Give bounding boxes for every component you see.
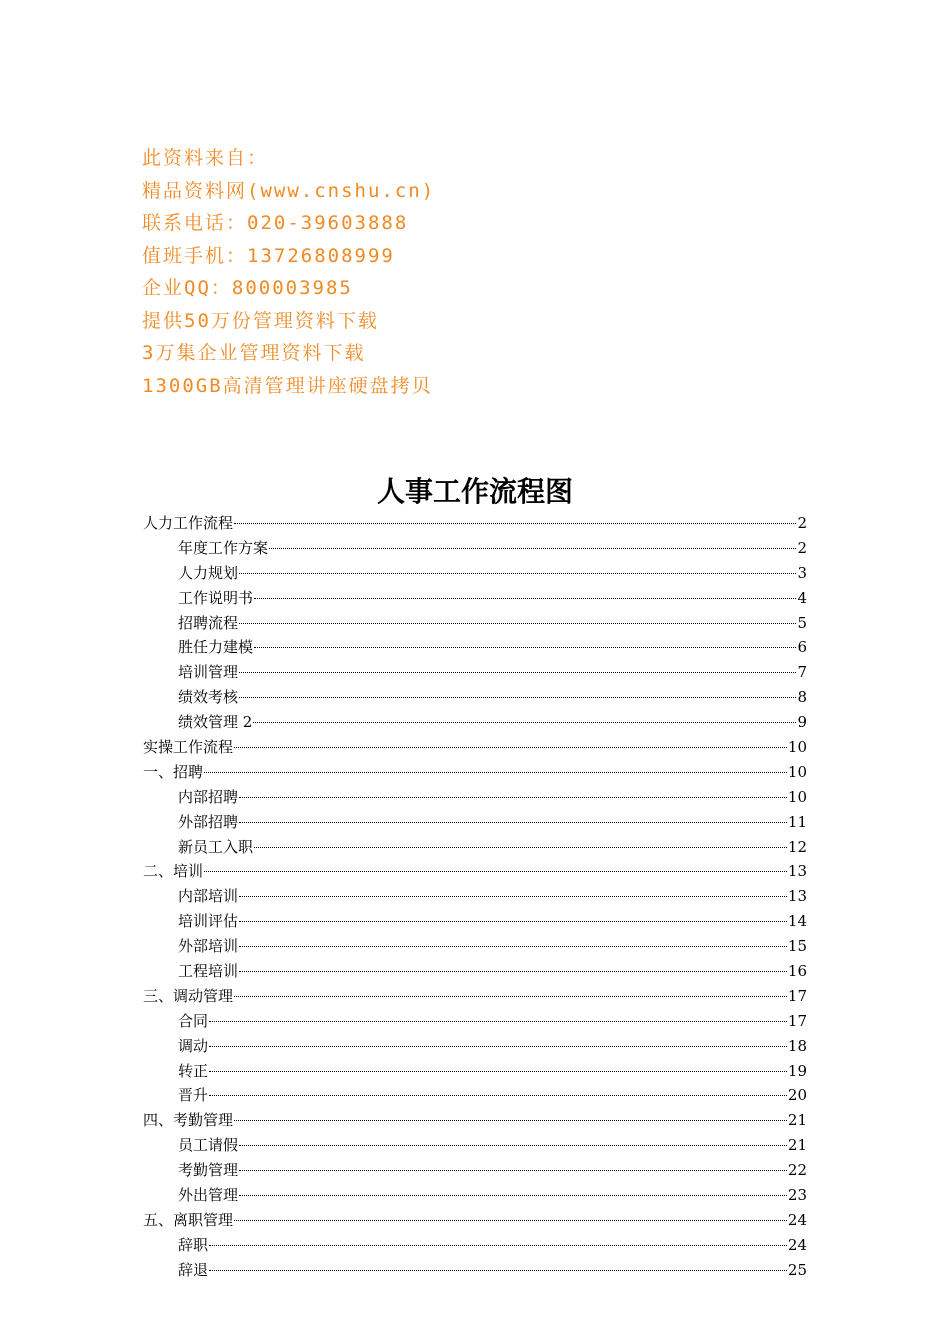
toc-entry[interactable]: [143, 934, 807, 959]
toc-dot-leader: [209, 1021, 787, 1022]
toc-entry-label: 转正: [178, 1061, 209, 1080]
promo-line: 联系电话：020-39603888: [142, 212, 409, 234]
toc-entry-page-number: 10: [787, 762, 807, 781]
toc-dot-leader: [254, 598, 796, 599]
document-title: 人事工作流程图: [376, 475, 573, 508]
toc-dot-leader: [239, 672, 796, 673]
toc-entry-page-number: 17: [787, 1011, 807, 1030]
toc-entry[interactable]: [143, 1233, 807, 1258]
toc-dot-leader: [234, 747, 787, 748]
toc-dot-leader: [239, 971, 787, 972]
toc-entry-page-number: 23: [787, 1186, 807, 1205]
toc-entry-page-number: 6: [797, 638, 807, 657]
toc-entry-page-number: 15: [787, 937, 807, 956]
table-of-contents: [143, 511, 807, 1283]
toc-entry-label: 培训评估: [178, 912, 239, 931]
promo-line: 企业QQ：800003985: [142, 277, 353, 299]
toc-entry-page-number: 24: [787, 1210, 807, 1229]
toc-dot-leader: [253, 722, 796, 723]
toc-entry-label: 五、离职管理: [143, 1210, 234, 1229]
toc-entry-label: 外部招聘: [178, 812, 239, 831]
toc-entry[interactable]: [143, 1083, 807, 1108]
toc-entry-label: 人力工作流程: [143, 514, 234, 532]
toc-entry-page-number: 5: [797, 613, 807, 632]
toc-entry-page-number: 11: [787, 812, 807, 831]
toc-dot-leader: [239, 797, 787, 798]
toc-entry-label: 晋升: [178, 1086, 209, 1105]
toc-entry-label: 人力规划: [178, 563, 239, 582]
toc-entry-label: 内部招聘: [178, 787, 239, 806]
toc-entry[interactable]: [143, 735, 807, 760]
toc-entry-label: 员工请假: [178, 1136, 239, 1155]
toc-entry-page-number: 19: [787, 1061, 807, 1080]
toc-entry-label: 内部培训: [178, 887, 239, 906]
toc-entry-page-number: 13: [787, 887, 807, 906]
toc-dot-leader: [239, 822, 787, 823]
promo-line: 此资料来自：: [142, 147, 269, 169]
toc-dot-leader: [204, 772, 787, 773]
toc-entry-page-number: 21: [787, 1136, 807, 1155]
toc-entry-page-number: 17: [787, 986, 807, 1005]
toc-entry-page-number: 4: [797, 588, 807, 607]
toc-entry-page-number: 14: [787, 912, 807, 931]
toc-entry[interactable]: [143, 635, 807, 660]
toc-entry-page-number: 12: [787, 837, 807, 856]
toc-entry[interactable]: [143, 685, 807, 710]
promo-line: 提供50万份管理资料下载: [142, 309, 379, 332]
toc-entry[interactable]: [143, 810, 807, 835]
toc-entry[interactable]: [143, 760, 807, 785]
toc-entry[interactable]: [143, 561, 807, 586]
toc-entry-label: 实操工作流程: [143, 738, 234, 757]
toc-dot-leader: [239, 623, 796, 624]
toc-entry-label: 外部培训: [178, 937, 239, 956]
toc-dot-leader: [204, 871, 787, 872]
toc-entry-label: 绩效考核: [178, 688, 239, 707]
toc-entry-label: 招聘流程: [178, 613, 239, 632]
toc-entry[interactable]: [143, 1158, 807, 1183]
toc-dot-leader: [209, 1071, 787, 1072]
toc-dot-leader: [234, 1220, 787, 1221]
toc-entry-label: 新员工入职: [178, 837, 254, 856]
toc-dot-leader: [269, 548, 796, 549]
toc-dot-leader: [239, 697, 796, 698]
toc-dot-leader: [234, 523, 796, 524]
toc-entry-page-number: 10: [787, 787, 807, 806]
toc-entry-page-number: 9: [797, 713, 807, 732]
toc-entry-page-number: 8: [797, 688, 807, 707]
toc-entry[interactable]: [143, 984, 807, 1009]
toc-entry[interactable]: [143, 1034, 807, 1059]
toc-entry[interactable]: [143, 835, 807, 860]
toc-entry[interactable]: [143, 959, 807, 984]
toc-entry-page-number: 2: [797, 514, 807, 532]
promo-line: 3万集企业管理资料下载: [142, 342, 366, 364]
toc-entry-label: 外出管理: [178, 1186, 239, 1205]
toc-entry-page-number: 22: [787, 1161, 807, 1180]
toc-entry-label: 合同: [178, 1011, 209, 1030]
toc-dot-leader: [254, 647, 796, 648]
toc-entry-label: 工程培训: [178, 962, 239, 981]
promo-line: 值班手机：13726808999: [142, 244, 395, 267]
toc-dot-leader: [239, 1145, 787, 1146]
toc-dot-leader: [239, 1195, 787, 1196]
toc-entry[interactable]: [143, 1059, 807, 1084]
toc-dot-leader: [234, 1120, 787, 1121]
toc-entry-page-number: 18: [787, 1036, 807, 1055]
toc-dot-leader: [239, 896, 787, 897]
toc-entry[interactable]: [143, 1208, 807, 1233]
toc-entry-page-number: 2: [797, 538, 807, 557]
toc-dot-leader: [239, 921, 787, 922]
toc-entry-label: 绩效管理 2: [178, 713, 253, 732]
toc-entry[interactable]: [143, 1108, 807, 1133]
toc-entry-label: 三、调动管理: [143, 986, 234, 1005]
toc-entry[interactable]: [143, 536, 807, 561]
promo-line: 精品资料网(www.cnshu.cn): [142, 179, 436, 202]
toc-entry[interactable]: [143, 1009, 807, 1034]
toc-dot-leader: [239, 946, 787, 947]
toc-entry[interactable]: [143, 710, 807, 735]
toc-entry[interactable]: [143, 859, 807, 884]
toc-dot-leader: [209, 1270, 787, 1271]
toc-entry-page-number: 13: [787, 862, 807, 881]
toc-entry[interactable]: [143, 586, 807, 611]
toc-entry-label: 胜任力建模: [178, 638, 254, 657]
toc-entry-page-number: 7: [797, 663, 807, 682]
toc-entry-label: 一、招聘: [143, 762, 204, 781]
toc-entry-page-number: 21: [787, 1111, 807, 1130]
toc-dot-leader: [209, 1046, 787, 1047]
toc-entry-label: 考勤管理: [178, 1161, 239, 1180]
toc-entry[interactable]: [143, 611, 807, 636]
toc-entry-label: 辞职: [178, 1235, 209, 1254]
toc-entry-page-number: 3: [797, 563, 807, 582]
toc-entry-label: 调动: [178, 1036, 209, 1055]
toc-dot-leader: [209, 1245, 787, 1246]
toc-dot-leader: [254, 847, 787, 848]
toc-dot-leader: [239, 573, 796, 574]
toc-entry-page-number: 24: [787, 1235, 807, 1254]
toc-entry[interactable]: [143, 511, 807, 536]
toc-dot-leader: [209, 1095, 787, 1096]
toc-entry-page-number: 16: [787, 962, 807, 981]
promo-block: [142, 142, 435, 402]
toc-entry-page-number: 10: [787, 738, 807, 757]
toc-entry-label: 工作说明书: [178, 588, 254, 607]
toc-dot-leader: [234, 996, 787, 997]
toc-entry-label: 四、考勤管理: [143, 1111, 234, 1130]
toc-entry-page-number: 25: [787, 1260, 807, 1279]
toc-entry-label: 培训管理: [178, 663, 239, 682]
toc-entry-label: 辞退: [178, 1260, 209, 1279]
toc-entry[interactable]: [143, 785, 807, 810]
toc-entry[interactable]: [143, 1133, 807, 1158]
toc-entry-label: 年度工作方案: [178, 538, 269, 557]
toc-entry[interactable]: [143, 884, 807, 909]
toc-entry-page-number: 20: [787, 1086, 807, 1105]
toc-dot-leader: [239, 1170, 787, 1171]
promo-line: 1300GB高清管理讲座硬盘拷贝: [142, 374, 433, 397]
toc-entry[interactable]: [143, 909, 807, 934]
toc-entry[interactable]: [143, 660, 807, 685]
toc-entry[interactable]: [143, 1183, 807, 1208]
toc-entry[interactable]: [143, 1258, 807, 1283]
toc-entry-label: 二、培训: [143, 862, 204, 881]
